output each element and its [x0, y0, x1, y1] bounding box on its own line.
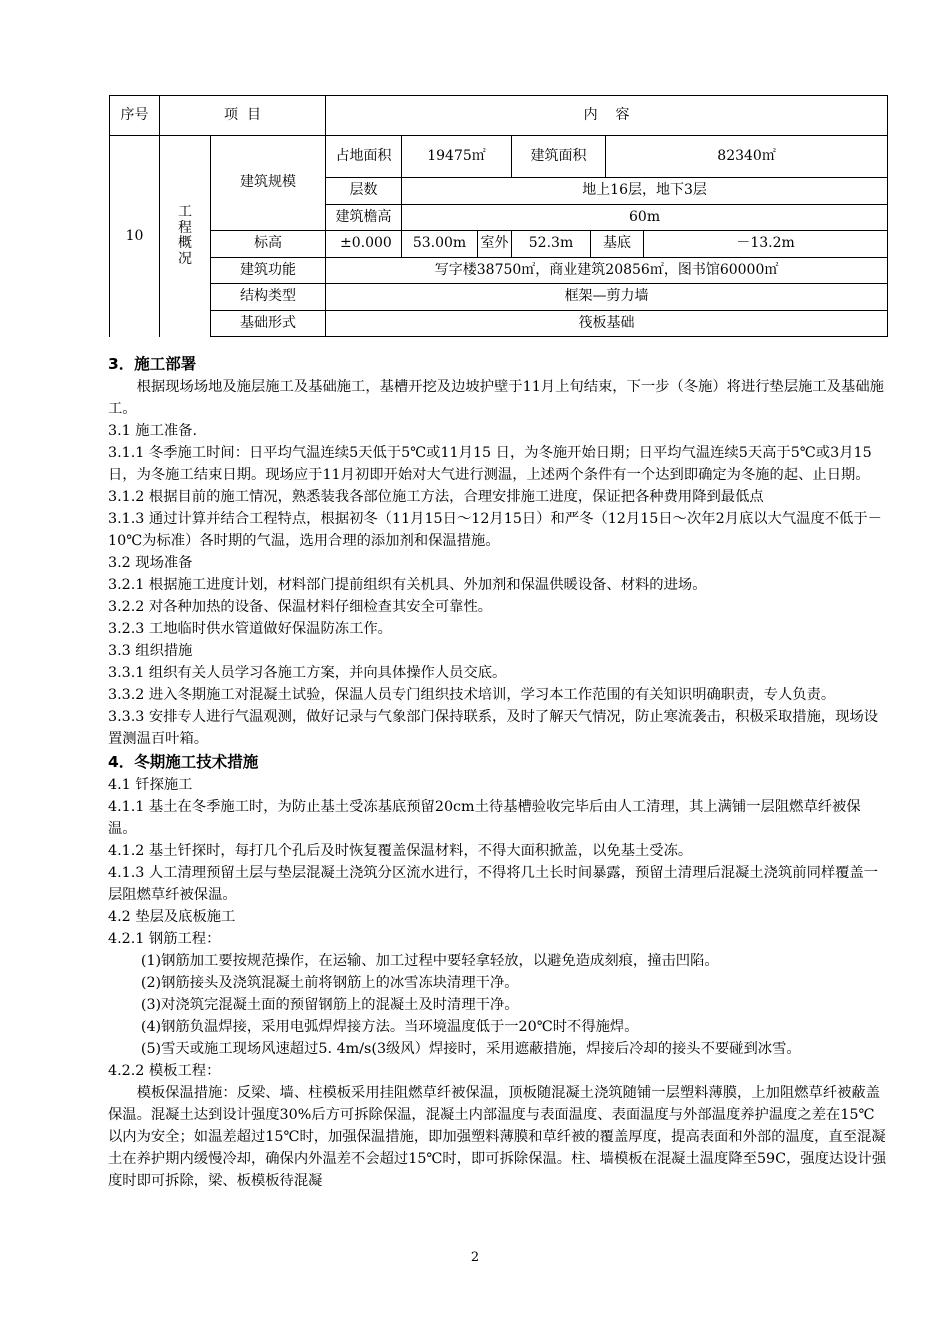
header-item: 项 目	[160, 96, 326, 136]
paragraph: 4.1.2 基土钎探时，每打几个孔后及时恢复覆盖保温材料，不得大面积掀盖，以免基土受冻。	[108, 843, 693, 859]
paragraph: 4.1.1 基土在冬季施工时，为防止基土受冻基底预留20cm土待基槽验收完毕后由人工清理，其上满铺一层阻燃草纤被保温。	[108, 799, 861, 837]
elevation-label: 标高	[211, 231, 326, 258]
function-label: 建筑功能	[211, 257, 326, 284]
subsection-heading: 4.2 垫层及底板施工	[108, 909, 236, 925]
subsection-heading: 3.1 施工准备.	[108, 423, 198, 439]
row-number: 10	[110, 136, 160, 337]
group-char: 工	[178, 204, 192, 221]
elevation-base-label: 基底	[591, 231, 644, 258]
elevation-zero-value: 53.00m	[402, 231, 478, 258]
paragraph: 3.1.1 冬季施工时间：日平均气温连续5天低于5℃或11月15 日，为冬施开始日期；日平均气温连续5天高于5℃或3月15日，为冬施工结束日期。现场应于11月初即开始对大气进行测温，上述两个条件有一个达到即确定为冬施的起、止日期。	[108, 445, 872, 483]
structure-value: 框架—剪力墙	[326, 284, 888, 311]
paragraph: 模板保温措施：反梁、墙、柱模板采用挂阻燃草纤被保温，顶板随混凝土浇筑随铺一层塑料薄膜，上加阻燃草纤被蔽盖保温。混凝土达到设计强度30%后方可拆除保温，混凝土内部温度与表面温度、表面温度与外部温度养护温度之差在15℃以内为安全；如温差超过15℃时，加强保温措施，即加强塑料薄膜和草纤被的覆盖厚度，提高表面和外部的温度，直至混凝土在养护期内缓慢冷却，确保内外温差不会超过15℃时，即可拆除保温。柱、墙模板在混凝土温度降至59C，强度达设计强度时即可拆除，梁、板模板待混凝	[108, 1085, 887, 1189]
elevation-base-value: －13.2m	[644, 231, 888, 258]
paragraph: 3.3.3 安排专人进行气温观测，做好记录与气象部门保持联系，及时了解天气情况，防止寒流袭击，积极采取措施，现场设置测温百叶箱。	[108, 709, 879, 747]
header-no: 序号	[110, 96, 160, 136]
group-char: 程	[178, 219, 192, 236]
elevation-outdoor-value: 52.3m	[512, 231, 591, 258]
foundation-label: 基础形式	[211, 310, 326, 337]
area-label: 占地面积	[326, 136, 402, 178]
scale-label: 建筑规模	[211, 136, 326, 231]
paragraph: 3.3.2 进入冬期施工对混凝土试验，保温人员专门组织技术培训，学习本工作范围的有关知识明确职责，专人负责。	[108, 687, 836, 703]
section-heading: 3．施工部署	[108, 355, 197, 373]
subsection-heading: 4.2.1 钢筋工程：	[108, 931, 221, 947]
eave-label: 建筑檐高	[326, 204, 402, 231]
area-value: 19475㎡	[402, 136, 512, 178]
list-item: (3)对浇筑完混凝土面的预留钢筋上的混凝土及时清理干净。	[140, 997, 519, 1013]
subsection-heading: 4.2.2 模板工程：	[108, 1063, 221, 1079]
group-char: 概	[178, 235, 192, 252]
project-overview-table	[109, 95, 888, 337]
paragraph: 3.3.1 组织有关人员学习各施工方案，并向具体操作人员交底。	[108, 665, 507, 681]
paragraph: 3.1.3 通过计算并结合工程特点，根据初冬（11月15日～12月15日）和严冬（12月15日～次年2月底以大气温度不低于－10℃为标准）各时期的气温，选用合理的添加剂和保温措施。	[108, 511, 882, 549]
group-char: 况	[178, 250, 192, 267]
header-content: 内 容	[326, 96, 888, 136]
elevation-zero: ±0.000	[326, 231, 402, 258]
page-number: 2	[470, 1250, 480, 1265]
group-label	[160, 136, 211, 337]
floor-area-value: 82340㎡	[606, 136, 888, 178]
list-item: (4)钢筋负温焊接，采用电弧焊焊接方法。当环境温度低于一20℃时不得施焊。	[140, 1019, 639, 1035]
elevation-outdoor-label: 室外	[478, 231, 512, 258]
eave-value: 60m	[402, 204, 888, 231]
paragraph: 4.1.3 人工清理预留土层与垫层混凝土浇筑分区流水进行，不得将几土长时间暴露，预留土清理后混凝土浇筑前同样覆盖一层阻燃草纤被保温。	[108, 865, 879, 903]
paragraph: 3.2.1 根据施工进度计划，材料部门提前组织有关机具、外加剂和保温供暖设备、材料的进场。	[108, 577, 707, 593]
document-body	[108, 352, 888, 1192]
function-value: 写字楼38750㎡，商业建筑20856㎡，图书馆60000㎡	[326, 257, 888, 284]
list-item: (2)钢筋接头及浇筑混凝土前将钢筋上的冰雪冻块清理干净。	[140, 975, 519, 991]
subsection-heading: 3.2 现场准备	[108, 555, 193, 571]
paragraph: 3.2.2 对各种加热的设备、保温材料仔细检查其安全可靠性。	[108, 599, 493, 615]
foundation-value: 筏板基础	[326, 310, 888, 337]
subsection-heading: 3.3 组织措施	[108, 643, 193, 659]
structure-label: 结构类型	[211, 284, 326, 311]
list-item: (1)钢筋加工要按规范操作，在运输、加工过程中要轻拿轻放，以避免造成刻痕，撞击凹陷。	[140, 953, 719, 969]
list-item: (5)雪天或施工现场风速超过5. 4m/s(3级风）焊接时，采用遮蔽措施，焊接后冷却的接头不要碰到冰雪。	[140, 1041, 801, 1057]
paragraph: 根据现场场地及施层施工及基础施工，基槽开挖及边坡护壁于11月上旬结束，下一步（冬施）将进行垫层施工及基础施工。	[108, 379, 884, 417]
subsection-heading: 4.1 钎探施工	[108, 777, 193, 793]
section-heading: 4．冬期施工技术措施	[108, 753, 259, 771]
floors-value: 地上16层，地下3层	[402, 178, 888, 205]
floor-area-label: 建筑面积	[512, 136, 606, 178]
paragraph: 3.2.3 工地临时供水管道做好保温防冻工作。	[108, 621, 392, 637]
floors-label: 层数	[326, 178, 402, 205]
paragraph: 3.1.2 根据目前的施工情况，熟悉装我各部位施工方法，合理安排施工进度，保证把各种费用降到最低点	[108, 489, 764, 505]
